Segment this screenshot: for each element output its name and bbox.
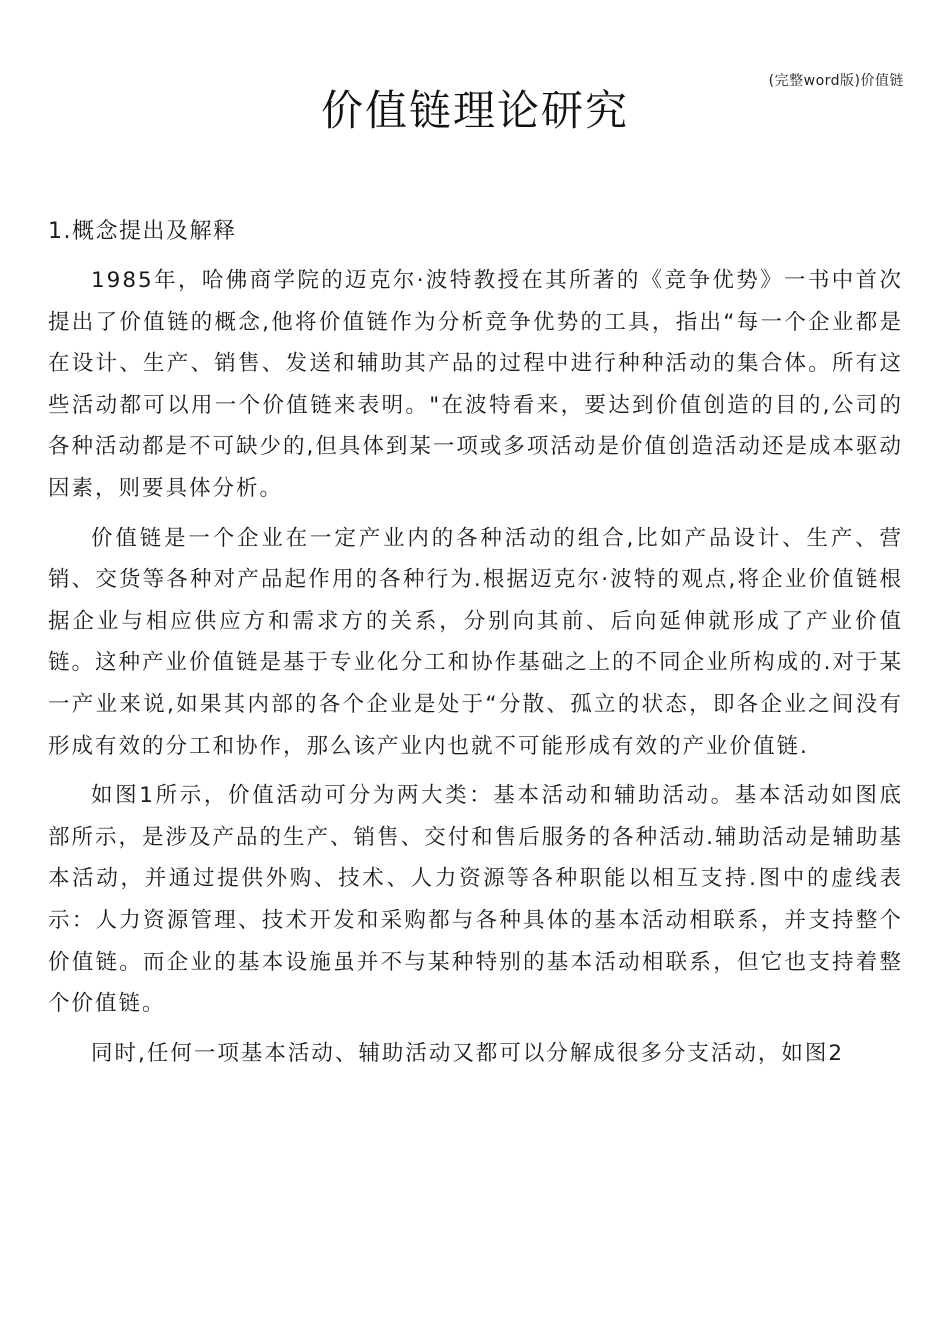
paragraph-2: 价值链是一个企业在一定产业内的各种活动的组合,比如产品设计、生产、营销、交货等各种对产品起作用的各种行为.根据迈克尔·波特的观点,将企业价值链根据企业与相应供应方和需求方的关系，分别向其前、后向延伸就形成了产业价值链。这种产业价值链是基于专业化分工和协作基础之上的不同企业所构成的.对于某一产业来说,如果其内部的各个企业是处于“分散、孤立的状态，即各企业之间没有形成有效的分工和协作，那么该产业内也就不可能形成有效的产业价值链.: [48, 525, 903, 759]
document-body: [48, 212, 903, 1074]
header-note: (完整word版)价值链: [768, 73, 904, 89]
paragraph-3: 如图1所示，价值活动可分为两大类：基本活动和辅助活动。基本活动如图底部所示，是涉及产品的生产、销售、交付和售后服务的各种活动.辅助活动是辅助基本活动，并通过提供外购、技术、人力资源等各种职能以相互支持.图中的虚线表示：人力资源管理、技术开发和采购都与各种具体的基本活动相联系，并支持整个价值链。而企业的基本设施虽并不与某种特别的基本活动相联系，但它也支持着整个价值链。: [48, 783, 903, 1017]
paragraph-1: 1985年，哈佛商学院的迈克尔·波特教授在其所著的《竞争优势》一书中首次提出了价值链的概念,他将价值链作为分析竞争优势的工具，指出“每一个企业都是在设计、生产、销售、发送和辅助其产品的过程中进行种种活动的集合体。所有这些活动都可以用一个价值链来表明。"在波特看来，要达到价值创造的目的,公司的各种活动都是不可缺少的,但具体到某一项或多项活动是价值创造活动还是成本驱动因素，则要具体分析。: [48, 268, 903, 501]
section-heading: 1.概念提出及解释: [48, 219, 237, 244]
document-title: 价值链理论研究: [320, 86, 629, 135]
paragraph-4: 同时,任何一项基本活动、辅助活动又都可以分解成很多分支活动，如图2: [91, 1040, 845, 1066]
